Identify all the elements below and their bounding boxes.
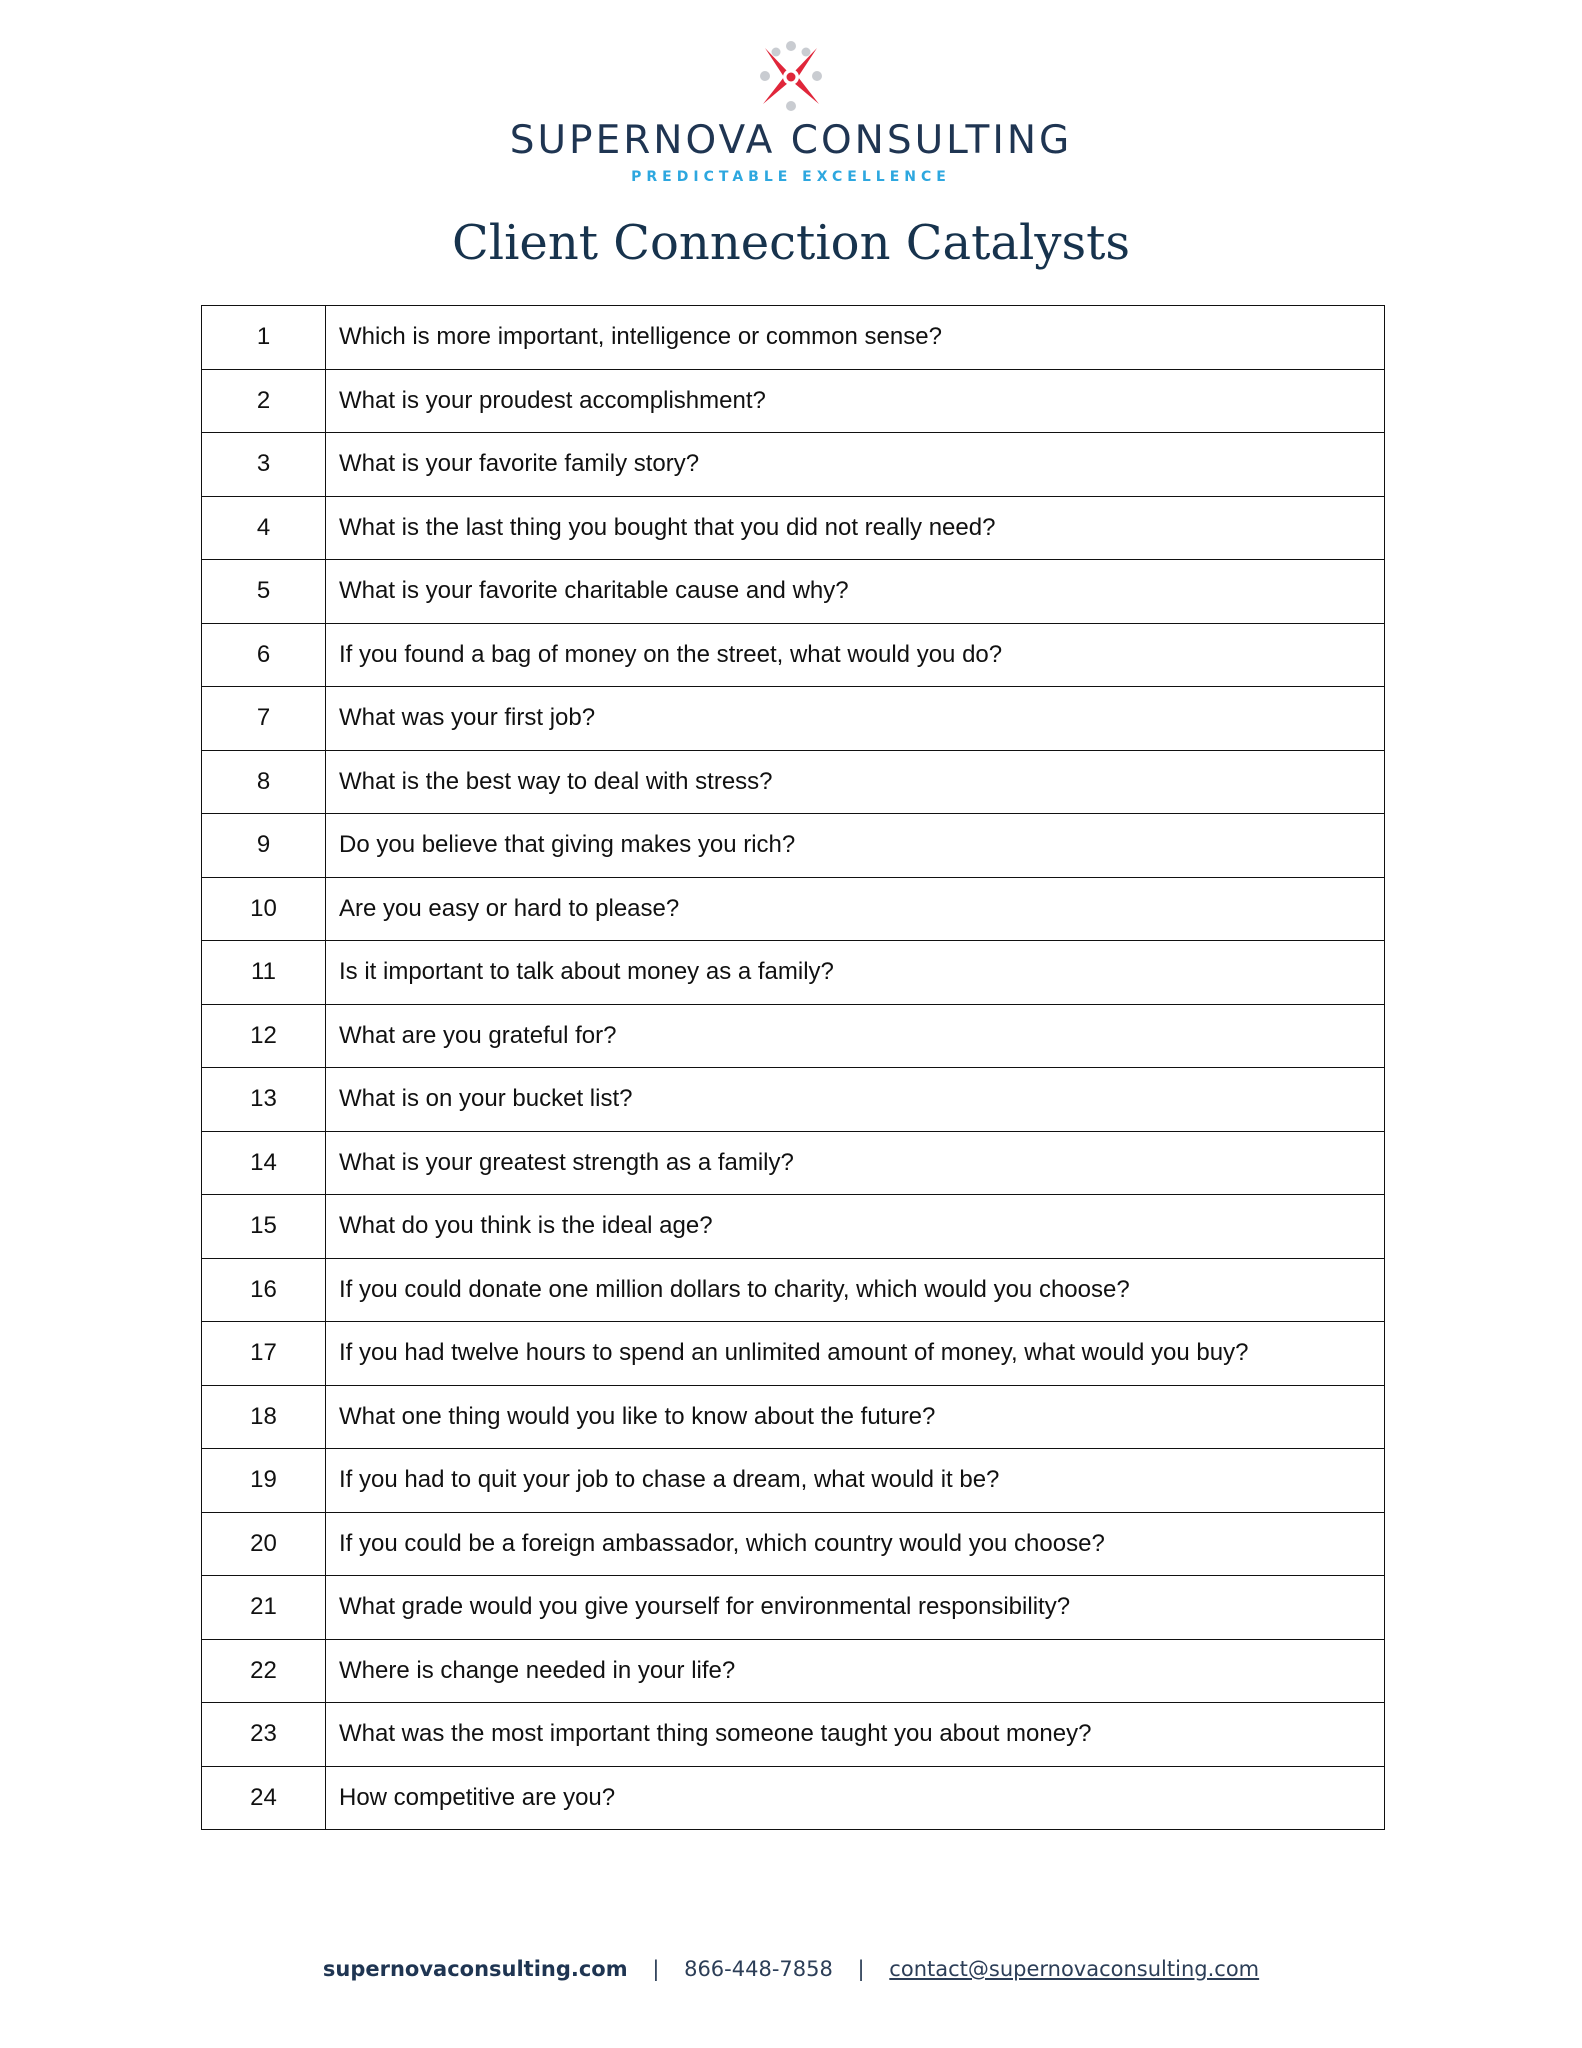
footer-separator: | <box>857 1957 865 1981</box>
question-number: 17 <box>202 1322 326 1386</box>
table-row <box>202 1703 1385 1767</box>
table-row <box>202 1639 1385 1703</box>
table-row <box>202 1131 1385 1195</box>
question-number: 8 <box>202 750 326 814</box>
table-row <box>202 496 1385 560</box>
table-row <box>202 1068 1385 1132</box>
question-text: What is on your bucket list? <box>326 1068 1385 1132</box>
question-text: What is the best way to deal with stress? <box>326 750 1385 814</box>
table-row <box>202 623 1385 687</box>
phone-number[interactable]: 866-448-7858 <box>684 1957 833 1981</box>
question-number: 19 <box>202 1449 326 1513</box>
question-text: What is the last thing you bought that you did not really need? <box>326 496 1385 560</box>
table-row <box>202 814 1385 878</box>
table-row <box>202 1766 1385 1830</box>
question-number: 5 <box>202 560 326 624</box>
question-number: 24 <box>202 1766 326 1830</box>
table-row <box>202 1004 1385 1068</box>
question-number: 14 <box>202 1131 326 1195</box>
table-row <box>202 750 1385 814</box>
table-row <box>202 306 1385 370</box>
question-number: 12 <box>202 1004 326 1068</box>
question-text: What one thing would you like to know about the future? <box>326 1385 1385 1449</box>
email-link[interactable]: contact@supernovaconsulting.com <box>889 1957 1260 1981</box>
table-row <box>202 1449 1385 1513</box>
question-text: Do you believe that giving makes you rich? <box>326 814 1385 878</box>
question-text: Is it important to talk about money as a family? <box>326 941 1385 1005</box>
question-number: 16 <box>202 1258 326 1322</box>
table-row <box>202 941 1385 1005</box>
question-text: Where is change needed in your life? <box>326 1639 1385 1703</box>
table-row <box>202 560 1385 624</box>
footer <box>0 1954 1582 1984</box>
question-number: 3 <box>202 433 326 497</box>
question-text: What is your favorite family story? <box>326 433 1385 497</box>
brand-tagline: PREDICTABLE EXCELLENCE <box>631 169 951 185</box>
question-text: If you could be a foreign ambassador, which country would you choose? <box>326 1512 1385 1576</box>
question-number: 6 <box>202 623 326 687</box>
page-title: Client Connection Catalysts <box>451 215 1131 271</box>
question-text: What do you think is the ideal age? <box>326 1195 1385 1259</box>
question-text: How competitive are you? <box>326 1766 1385 1830</box>
question-text: What is your favorite charitable cause and why? <box>326 560 1385 624</box>
question-number: 4 <box>202 496 326 560</box>
footer-separator: | <box>652 1957 660 1981</box>
question-text: If you had to quit your job to chase a dream, what would it be? <box>326 1449 1385 1513</box>
question-text: Are you easy or hard to please? <box>326 877 1385 941</box>
question-number: 13 <box>202 1068 326 1132</box>
question-number: 18 <box>202 1385 326 1449</box>
question-number: 22 <box>202 1639 326 1703</box>
table-row <box>202 433 1385 497</box>
question-number: 2 <box>202 369 326 433</box>
table-row <box>202 1322 1385 1386</box>
question-number: 21 <box>202 1576 326 1640</box>
question-text: If you could donate one million dollars to charity, which would you choose? <box>326 1258 1385 1322</box>
question-text: What is your greatest strength as a family? <box>326 1131 1385 1195</box>
question-text: If you found a bag of money on the street, what would you do? <box>326 623 1385 687</box>
question-number: 9 <box>202 814 326 878</box>
question-number: 10 <box>202 877 326 941</box>
question-text: If you had twelve hours to spend an unlimited amount of money, what would you buy? <box>326 1322 1385 1386</box>
question-number: 20 <box>202 1512 326 1576</box>
table-row <box>202 1576 1385 1640</box>
question-text: What was the most important thing someone taught you about money? <box>326 1703 1385 1767</box>
question-text: What was your first job? <box>326 687 1385 751</box>
table-row <box>202 1385 1385 1449</box>
brand-logo <box>0 40 1582 186</box>
table-row <box>202 1195 1385 1259</box>
brand-name: SUPERNOVA CONSULTING <box>509 118 1073 163</box>
supernova-star-icon <box>751 40 831 116</box>
question-text: What grade would you give yourself for environmental responsibility? <box>326 1576 1385 1640</box>
questions-table <box>201 305 1385 1830</box>
question-text: What is your proudest accomplishment? <box>326 369 1385 433</box>
question-number: 15 <box>202 1195 326 1259</box>
table-row <box>202 369 1385 433</box>
table-row <box>202 877 1385 941</box>
question-number: 7 <box>202 687 326 751</box>
table-row <box>202 1512 1385 1576</box>
question-number: 11 <box>202 941 326 1005</box>
question-text: Which is more important, intelligence or common sense? <box>326 306 1385 370</box>
question-number: 1 <box>202 306 326 370</box>
table-row <box>202 1258 1385 1322</box>
question-number: 23 <box>202 1703 326 1767</box>
table-row <box>202 687 1385 751</box>
question-text: What are you grateful for? <box>326 1004 1385 1068</box>
website-link[interactable]: supernovaconsulting.com <box>322 1957 628 1981</box>
